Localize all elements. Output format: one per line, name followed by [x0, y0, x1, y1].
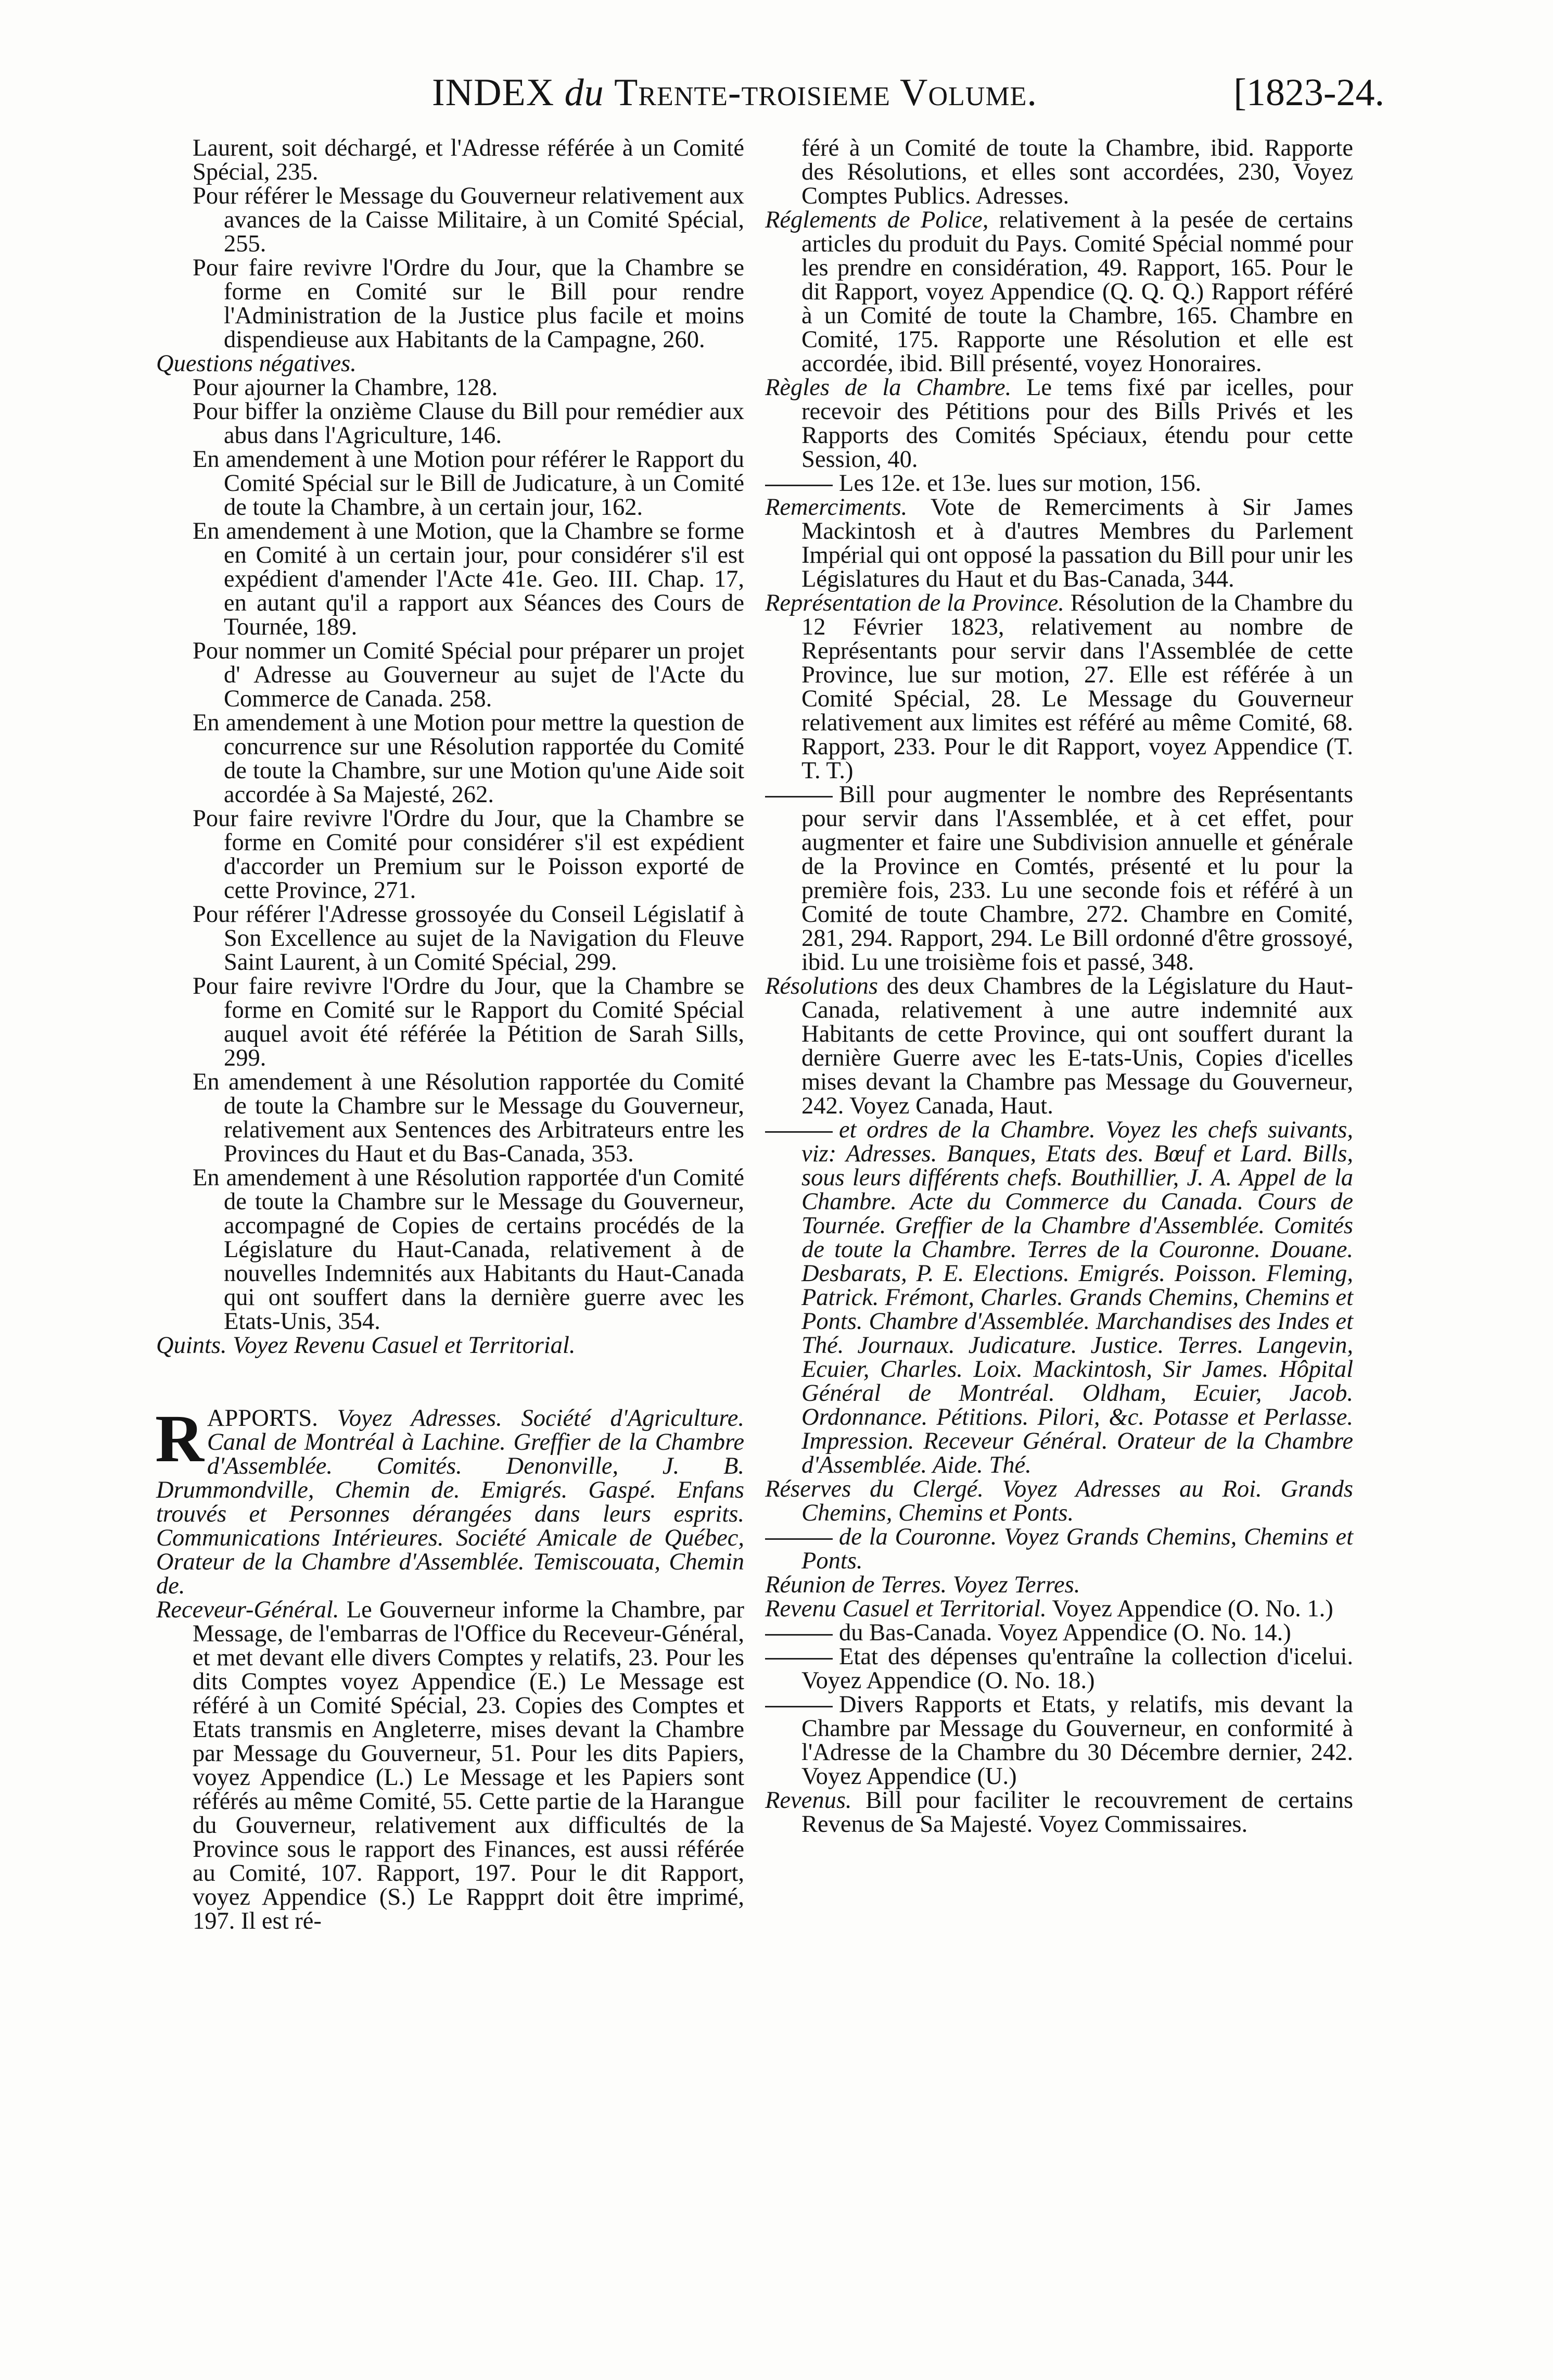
entry-text: des deux Chambres de la Législature du Haut-Canada, relativement à une autre indemnité aux Habitants de cette Province, qui ont souffert durant la dernière Guerre avec les E-tats-Unis, Copies d'icelles mises devant la Chambre pas Message du Gouverneur, 242. Voyez Canada, Haut. [801, 973, 1353, 1119]
index-word: INDEX [432, 71, 555, 114]
entry-reunion-terres [765, 1573, 1353, 1597]
dash-rule [765, 796, 833, 797]
entry-reglements [765, 208, 1353, 376]
entry-text: En amendement à une Motion, que la Chambre se forme en Comité à un certain jour, pour considérer s'il est expédient d'amender l'Acte 41e. Geo. III. Chap. 17, en autant qu'il a rapport aux Séances des Cours de Tournée, 189. [193, 518, 744, 640]
dash-rule [765, 1634, 833, 1636]
entry-representation-sub [765, 783, 1353, 974]
entry-text: Voyez Adresses. Société d'Agriculture. Canal de Montréal à Lachine. Greffier de la Chambre d'Assemblée. Comités. Denonville, J. B. Drummondville, Chemin de. Emigrés. Gaspé. Enfans trouvés et Personnes dérangées dans leurs esprits. Communications Intérieures. Société Amicale de Québec, Orateur de la Chambre d'Assemblée. Temiscouata, Chemin de. [156, 1405, 744, 1599]
entry-quints [156, 1334, 744, 1358]
entry-representation [765, 591, 1353, 783]
page-header [156, 67, 1384, 124]
entry-text: Le tems fixé par icelles, pour recevoir des Pétitions pour des Bills Privés et les Rapports des Comités Spéciaux, étendu pour cette Session, 40. [801, 374, 1353, 473]
heading-rapports: APPORTS. [207, 1405, 318, 1432]
heading-revenu-casuel: Revenu Casuel et Territorial. [765, 1596, 1047, 1622]
entry-text: relativement à la pesée de certains articles du produit du Pays. Comité Spécial nommé pour les prendre en considération, 49. Rapport, 165. Pour le dit Rapport, voyez Appendice (Q. Q. Q.) Rapport référé à un Comité de toute la Chambre, 165. Chambre en Comité, 175. Rapporte une Résolution et elle est accordée, ibid. Bill présenté, voyez Honoraires. [801, 207, 1354, 377]
entry-text: du Bas-Canada. Voyez Appendice (O. No. 14.) [839, 1619, 1291, 1646]
heading-questions-negatives: Questions négatives. [156, 350, 357, 377]
heading-remerciments: Remerciments. [765, 494, 908, 521]
entry-text: Pour faire revivre l'Ordre du Jour, que la Chambre se forme en Comité sur le Rapport du Comité Spécial auquel avoit été référée la Pétition de Sarah Sills, 299. [193, 973, 744, 1071]
entry-text: Voyez les chefs suivants, viz: Adresses. Banques, Etats des. Bœuf et Lard. Bills, sous leurs différents chefs. Bouthillier, J. A. Appel de la Chambre. Acte du Commerce du Canada. Cours de Tournée. Greffier de la Chambre d'Assemblée. Comités de toute la Chambre. Terres de la Couronne. Douane. Desbarats, P. E. Elections. Emigrés. Poisson. Fleming, Patrick. Frémont, Charles. Grands Chemins, Chemins et Ponts. Chambre d'Assemblée. Marchandises des Indes et Thé. Journaux. Judicature. Justice. Terres. Langevin, Ecuier, Charles. Loix. Mackintosh, Sir James. Hôpital Général de Montréal. Oldham, Ecuier, Jacob. Ordonnance. Pétitions. Pilori, &c. Potasse et Perlasse. Impression. Receveur Général. Orateur de la Chambre d'Assemblée. Aide. Thé. [801, 1117, 1354, 1478]
entry-text: Pour faire revivre l'Ordre du Jour, que la Chambre se forme en Comité sur le Bill pour rendre l'Administration de la Justice plus facile et moins dispendieuse aux Habitants de la Campagne, 260. [193, 255, 744, 353]
heading-reglements: Réglements de Police, [765, 207, 989, 233]
heading-ordres: et ordres de la Chambre. [839, 1117, 1096, 1143]
entry-revenu-sub [765, 1645, 1353, 1693]
entry-text: Divers Rapports et Etats, y relatifs, mis devant la Chambre par Message du Gouverneur, en conformité à l'Adresse de la Chambre du 30 Décembre dernier, 242. Voyez Appendice (U.) [801, 1691, 1353, 1790]
left-column [156, 136, 744, 1933]
entry-text: Pour nommer un Comité Spécial pour préparer un projet d' Adresse au Gouverneur au sujet de l'Acte du Commerce de Canada. 258. [193, 638, 744, 712]
dash-rule [765, 1658, 833, 1660]
entry-regles [765, 376, 1353, 472]
heading-resolutions: Résolutions [765, 973, 878, 999]
dash-rule [765, 1131, 833, 1133]
heading-receveur-general: Receveur-Général. [156, 1597, 339, 1623]
running-title [432, 67, 1037, 119]
entry-text: Vote de Remerciments à Sir James Mackintosh et à d'autres Membres du Parlement Impérial qui ont opposé la passation du Bill pour unir les Législatures du Haut et du Bas-Canada, 344. [801, 494, 1353, 592]
entry-regles-sub [765, 472, 1353, 496]
entry-text: En amendement à une Résolution rapportée du Comité de toute la Chambre sur le Message du Gouverneur, relativement aux Sentences des Arbitrateurs entre les Provinces du Haut et du Bas-Canada, 353. [193, 1069, 744, 1167]
heading-regles: Règles de la Chambre. [765, 374, 1012, 401]
entry-text: Les 12e. et 13e. lues sur motion, 156. [839, 470, 1202, 497]
entry-reserves-sub [765, 1525, 1353, 1573]
entry-revenu-casuel [765, 1597, 1353, 1621]
entry-resolutions [765, 974, 1353, 1118]
entry-text: En amendement à une Motion pour mettre la question de concurrence sur une Résolution rapportée du Comité de toute la Chambre, sur une Motion qu'une Aide soit accordée à Sa Majesté, 262. [193, 710, 744, 808]
entry-text: Pour biffer la onzième Clause du Bill pour remédier aux abus dans l'Agriculture, 146. [193, 398, 744, 449]
entry-text: Pour référer le Message du Gouverneur relativement aux avances de la Caisse Militaire, à un Comité Spécial, 255. [193, 183, 744, 257]
entry-text: En amendement à une Motion pour référer le Rapport du Comité Spécial sur le Bill de Judicature, à un Comité de toute la Chambre, à un certain jour, 162. [193, 446, 744, 521]
entry-text: Pour ajourner la Chambre, 128. [193, 374, 498, 401]
entry-revenu-sub [765, 1621, 1353, 1645]
volume-title: Trente-troisieme Volume. [614, 71, 1037, 114]
entry-resolutions-sub [765, 1118, 1353, 1477]
drop-cap-initial: R [155, 1401, 204, 1476]
entry-reserves-clerge [765, 1477, 1353, 1525]
entry-revenu-sub [765, 1693, 1353, 1789]
entry-rapports [155, 1401, 744, 1599]
heading-quints: Quints. [156, 1332, 227, 1359]
du-word: du [564, 71, 604, 114]
entry-text: Pour faire revivre l'Ordre du Jour, que la Chambre se forme en Comité pour considérer s'il est expédient d'accorder un Premium sur le Poisson exporté de cette Province, 271. [193, 805, 744, 904]
entry-text: Voyez Terres. [952, 1572, 1080, 1598]
dash-rule [765, 1538, 833, 1540]
entry-text: Laurent, soit déchargé, et l'Adresse référée à un Comité Spécial, 235. [193, 135, 744, 185]
right-column [765, 136, 1353, 1837]
dash-rule [765, 485, 833, 486]
entry-text: Voyez Adresses au Roi. Grands Chemins, Chemins et Ponts. [801, 1476, 1353, 1526]
entry-remerciments [765, 496, 1353, 591]
entry-text: Pour référer l'Adresse grossoyée du Conseil Législatif à Son Excellence au sujet de la Navigation du Fleuve Saint Laurent, à un Comité Spécial, 299. [193, 901, 744, 976]
year-range: [1823-24. [1233, 71, 1384, 114]
entry-revenus [765, 1789, 1353, 1837]
heading-representation: Représentation de la Province. [765, 590, 1064, 616]
entry-text: Voyez Revenu Casuel et Territorial. [233, 1332, 576, 1359]
heading-reserves: Réserves du Clergé. [765, 1476, 984, 1502]
heading-reunion: Réunion de Terres. [765, 1572, 947, 1598]
entry-text: Résolution de la Chambre du 12 Février 1823, relativement au nombre de Représentants pour servir dans l'Assemblée de cette Province, lue sur motion, 27. Elle est référée à un Comité Spécial, 28. Le Message du Gouverneur relativement aux limites est référé au même Comité, 68. Rapport, 233. Pour le dit Rapport, voyez Appendice (T. T. T.) [801, 590, 1354, 784]
dash-rule [765, 1706, 833, 1707]
entry-text: Voyez Appendice (O. No. 1.) [1052, 1596, 1333, 1622]
entry-receveur-general [156, 1598, 744, 1933]
entry-text: Bill pour augmenter le nombre des Représentants pour servir dans l'Assemblée, et à cet effet, pour augmenter et faire une Subdivision annuelle et générale de la Province en Comtés, présenté et lu pour la première fois, 233. Lu une seconde fois et référé à un Comité de toute Chambre, 272. Chambre en Comité, 281, 294. Rapport, 294. Le Bill ordonné d'être grossoyé, ibid. Lu une troisième fois et passé, 348. [801, 781, 1353, 976]
heading-revenus: Revenus. [765, 1787, 852, 1814]
entry-text: Bill pour faciliter le recouvrement de certains Revenus de Sa Majesté. Voyez Commissaires. [801, 1787, 1354, 1838]
entry-text: de la Couronne. Voyez Grands Chemins, Chemins et Ponts. [801, 1524, 1353, 1574]
entry-text: féré à un Comité de toute la Chambre, ibid. Rapporte des Résolutions, et elles sont accordées, 230, Voyez Comptes Publics. Adresses. [801, 135, 1353, 209]
entry-text: Etat des dépenses qu'entraîne la collection d'icelui. Voyez Appendice (O. No. 18.) [801, 1643, 1353, 1694]
entry-text: En amendement à une Résolution rapportée d'un Comité de toute la Chambre sur le Message du Gouverneur, accompagné de Copies de certains procédés de la Législature du Haut-Canada, relativement à de nouvelles Indemnités aux Habitants du Haut-Canada qui ont souffert dans la dernière guerre avec les Etats-Unis, 354. [193, 1164, 744, 1335]
entry-text: Le Gouverneur informe la Chambre, par Message, de l'embarras de l'Office du Receveur-Général, et met devant elle divers Comptes y relatifs, 23. Pour les dits Comptes voyez Appendice (E.) Le Message est référé à un Comité Spécial, 23. Copies des Comptes et Etats transmis en Angleterre, mises devant la Chambre par Message du Gouverneur, 51. Pour les dits Papiers, voyez Appendice (L.) Le Message et les Papiers sont référés au même Comité, 55. Cette partie de la Harangue du Gouverneur, relativement aux difficultés de la Province sous le rapport des Finances, est aussi référée au Comité, 107. Rapport, 197. Pour le dit Rapport, voyez Appendice (S.) Le Rappprt doit être imprimé, 197. Il est ré- [193, 1597, 745, 1934]
